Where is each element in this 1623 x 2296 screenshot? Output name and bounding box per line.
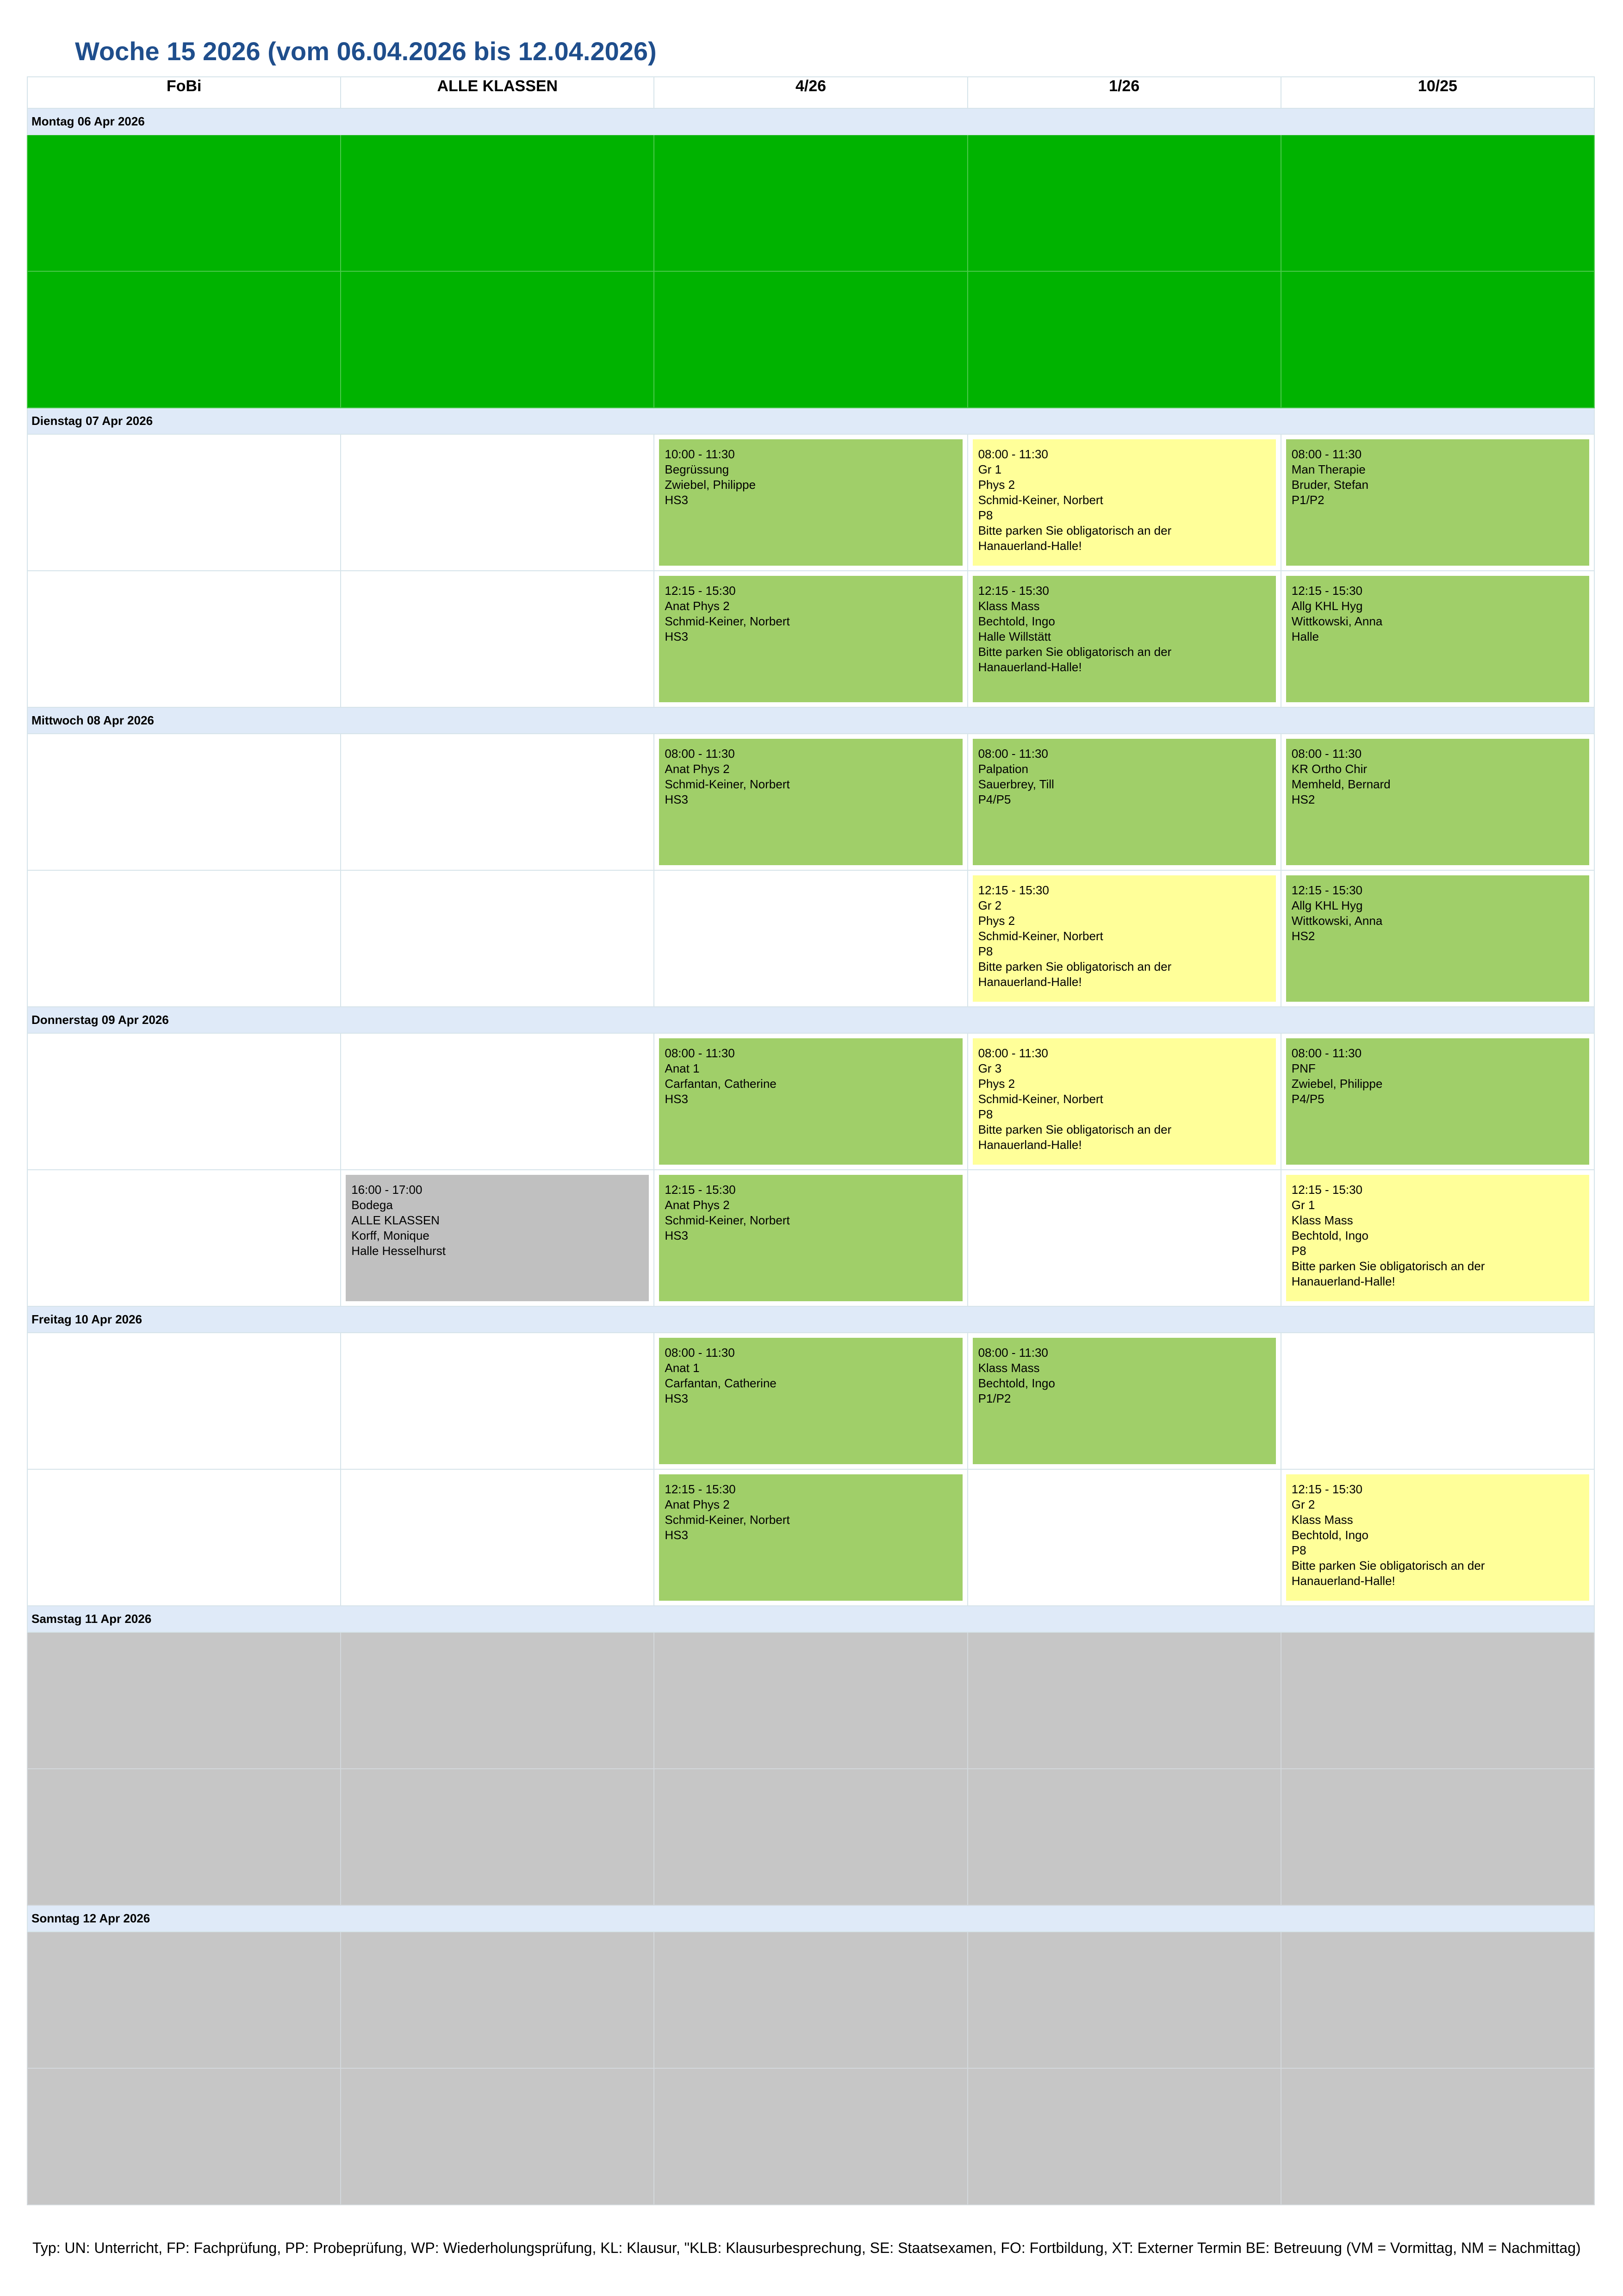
weekend-cell xyxy=(654,2068,967,2205)
event-line: KR Ortho Chir xyxy=(1291,762,1368,776)
slot-row xyxy=(27,870,1594,1007)
event-line: Bitte parken Sie obligatorisch an der xyxy=(978,524,1172,537)
event-card[interactable] xyxy=(973,576,1276,702)
event-line: HS2 xyxy=(1291,792,1315,806)
event-line: Klass Mass xyxy=(1291,1213,1353,1227)
event-line: Anat 1 xyxy=(665,1361,700,1375)
empty-cell xyxy=(27,870,341,1007)
holiday-cell xyxy=(1281,271,1594,408)
weekend-cell xyxy=(341,1769,654,1905)
event-line: Bechtold, Ingo xyxy=(978,614,1055,628)
empty-cell xyxy=(341,1469,654,1606)
event-line: Anat Phys 2 xyxy=(665,599,730,613)
event-line: Zwiebel, Philippe xyxy=(1291,1077,1383,1091)
event-line: Klass Mass xyxy=(978,599,1040,613)
holiday-cell xyxy=(654,135,967,271)
column-header-row xyxy=(27,77,1594,108)
event-line: Schmid-Keiner, Norbert xyxy=(978,929,1103,943)
event-card[interactable] xyxy=(973,439,1276,566)
event-line: Hanauerland-Halle! xyxy=(1291,1574,1395,1588)
event-line: P1/P2 xyxy=(978,1391,1011,1405)
weekend-cell xyxy=(1281,1632,1594,1769)
empty-cell xyxy=(27,1033,341,1170)
event-line: Bruder, Stefan xyxy=(1291,478,1368,492)
event-line: HS3 xyxy=(665,1528,688,1542)
event-time: 08:00 - 11:30 xyxy=(665,1346,735,1360)
event-line: HS3 xyxy=(665,792,688,806)
event-card[interactable] xyxy=(1286,1474,1589,1601)
event-line: Gr 1 xyxy=(978,462,1002,476)
event-line: Gr 2 xyxy=(1291,1497,1315,1511)
event-time: 12:15 - 15:30 xyxy=(978,584,1049,598)
day-header-freitag: Freitag 10 Apr 2026 xyxy=(27,1306,1594,1333)
slot-row xyxy=(27,1170,1594,1306)
holiday-cell xyxy=(968,271,1281,408)
holiday-cell xyxy=(27,135,341,271)
column-header-fobi: FoBi xyxy=(27,77,341,108)
weekend-cell xyxy=(341,1632,654,1769)
slot-row xyxy=(27,1033,1594,1170)
holiday-cell xyxy=(968,135,1281,271)
event-time: 08:00 - 11:30 xyxy=(1291,447,1362,461)
event-line: Bitte parken Sie obligatorisch an der xyxy=(1291,1559,1485,1572)
cell xyxy=(1281,1469,1594,1606)
holiday-cell xyxy=(27,271,341,408)
event-time: 08:00 - 11:30 xyxy=(665,747,735,761)
event-time: 08:00 - 11:30 xyxy=(978,1046,1048,1060)
event-line: Schmid-Keiner, Norbert xyxy=(665,1213,790,1227)
event-time: 12:15 - 15:30 xyxy=(665,1183,736,1197)
empty-cell xyxy=(654,870,967,1007)
event-time: 12:15 - 15:30 xyxy=(1291,883,1362,897)
event-line: P4/P5 xyxy=(978,792,1011,806)
event-line: Wittkowski, Anna xyxy=(1291,914,1383,928)
event-time: 08:00 - 11:30 xyxy=(978,747,1048,761)
weekend-cell xyxy=(968,2068,1281,2205)
event-line: Memheld, Bernard xyxy=(1291,777,1391,791)
event-line: Anat 1 xyxy=(665,1061,700,1075)
event-card[interactable] xyxy=(973,1038,1276,1165)
event-line: P8 xyxy=(978,944,993,958)
event-time: 08:00 - 11:30 xyxy=(1291,1046,1362,1060)
holiday-cell xyxy=(1281,135,1594,271)
cell xyxy=(1281,870,1594,1007)
cell xyxy=(968,434,1281,571)
event-line: PNF xyxy=(1291,1061,1316,1075)
holiday-cell xyxy=(341,271,654,408)
page-title: Woche 15 2026 (vom 06.04.2026 bis 12.04.2026) xyxy=(75,37,657,66)
empty-cell xyxy=(27,1170,341,1306)
event-line: Anat Phys 2 xyxy=(665,1497,730,1511)
event-card[interactable] xyxy=(1286,875,1589,1002)
event-card[interactable] xyxy=(1286,1175,1589,1301)
event-line: Halle Hesselhurst xyxy=(351,1244,446,1258)
schedule-table xyxy=(27,76,1595,2205)
slot-row xyxy=(27,2068,1594,2205)
event-line: Allg KHL Hyg xyxy=(1291,898,1363,912)
column-header-1-26: 1/26 xyxy=(968,77,1281,108)
slot-row xyxy=(27,271,1594,408)
event-line: Schmid-Keiner, Norbert xyxy=(665,614,790,628)
event-line: Halle xyxy=(1291,630,1319,643)
weekend-cell xyxy=(27,2068,341,2205)
event-card[interactable] xyxy=(1286,576,1589,702)
cell xyxy=(968,1033,1281,1170)
event-line: Man Therapie xyxy=(1291,462,1366,476)
event-line: Bitte parken Sie obligatorisch an der xyxy=(978,645,1172,659)
empty-cell xyxy=(341,571,654,707)
event-line: HS2 xyxy=(1291,929,1315,943)
cell xyxy=(654,734,967,870)
empty-cell xyxy=(27,1333,341,1469)
slot-row xyxy=(27,135,1594,271)
slot-row xyxy=(27,1632,1594,1769)
event-card[interactable] xyxy=(1286,739,1589,865)
slot-row xyxy=(27,1469,1594,1606)
cell xyxy=(968,1333,1281,1469)
weekend-cell xyxy=(27,1632,341,1769)
event-card[interactable] xyxy=(659,439,962,566)
weekend-cell xyxy=(654,1932,967,2068)
empty-cell xyxy=(27,734,341,870)
event-line: P8 xyxy=(1291,1244,1306,1258)
cell xyxy=(1281,1170,1594,1306)
empty-cell xyxy=(341,1333,654,1469)
event-line: Hanauerland-Halle! xyxy=(978,660,1082,674)
event-card[interactable] xyxy=(659,1038,962,1165)
event-time: 08:00 - 11:30 xyxy=(978,447,1048,461)
event-time: 12:15 - 15:30 xyxy=(978,883,1049,897)
weekend-cell xyxy=(341,1932,654,2068)
weekend-cell xyxy=(654,1632,967,1769)
weekend-cell xyxy=(27,1769,341,1905)
event-line: Wittkowski, Anna xyxy=(1291,614,1383,628)
column-header-alle-klassen: ALLE KLASSEN xyxy=(341,77,654,108)
event-card[interactable] xyxy=(973,739,1276,865)
event-card[interactable] xyxy=(659,739,962,865)
event-line: Halle Willstätt xyxy=(978,630,1051,643)
event-line: Korff, Monique xyxy=(351,1229,429,1242)
event-time: 08:00 - 11:30 xyxy=(1291,747,1362,761)
event-line: HS3 xyxy=(665,1229,688,1242)
weekend-cell xyxy=(968,1932,1281,2068)
event-line: HS3 xyxy=(665,1391,688,1405)
event-line: Schmid-Keiner, Norbert xyxy=(665,1513,790,1527)
day-header-mittwoch: Mittwoch 08 Apr 2026 xyxy=(27,707,1594,734)
event-time: 12:15 - 15:30 xyxy=(1291,1183,1362,1197)
weekend-cell xyxy=(1281,2068,1594,2205)
event-card[interactable] xyxy=(659,576,962,702)
event-line: Hanauerland-Halle! xyxy=(978,539,1082,553)
column-header-10-25: 10/25 xyxy=(1281,77,1594,108)
column-header-4-26: 4/26 xyxy=(654,77,967,108)
empty-cell xyxy=(341,434,654,571)
event-line: P4/P5 xyxy=(1291,1092,1325,1106)
event-card[interactable] xyxy=(1286,439,1589,566)
event-time: 10:00 - 11:30 xyxy=(665,447,735,461)
holiday-cell xyxy=(341,135,654,271)
event-line: Bodega xyxy=(351,1198,393,1212)
event-card[interactable] xyxy=(659,1338,962,1464)
event-line: Carfantan, Catherine xyxy=(665,1077,777,1091)
event-line: HS3 xyxy=(665,630,688,643)
legend-text: Typ: UN: Unterricht, FP: Fachprüfung, PP: Probeprüfung, WP: Wiederholungsprüfung, KL: Klausur, "KLB: Klausurbesprechung, SE: Staatsexamen, FO: Fortbildung, XT: Externer Termin BE: Betreuung (VM = Vormittag, NM = Nachmittag) xyxy=(32,2240,1581,2256)
cell xyxy=(968,870,1281,1007)
cell xyxy=(654,434,967,571)
cell xyxy=(654,1333,967,1469)
weekend-cell xyxy=(654,1769,967,1905)
cell xyxy=(1281,734,1594,870)
event-line: Schmid-Keiner, Norbert xyxy=(665,777,790,791)
event-line: Phys 2 xyxy=(978,914,1015,928)
event-line: Bechtold, Ingo xyxy=(978,1376,1055,1390)
event-line: Hanauerland-Halle! xyxy=(978,1138,1082,1152)
slot-row xyxy=(27,434,1594,571)
cell xyxy=(1281,571,1594,707)
event-time: 12:15 - 15:30 xyxy=(665,584,736,598)
cell xyxy=(654,1469,967,1606)
event-card[interactable] xyxy=(346,1175,649,1301)
empty-cell xyxy=(27,1469,341,1606)
day-header-donnerstag: Donnerstag 09 Apr 2026 xyxy=(27,1007,1594,1033)
slot-row xyxy=(27,571,1594,707)
empty-cell xyxy=(1281,1333,1594,1469)
day-header-montag: Montag 06 Apr 2026 xyxy=(27,108,1594,135)
event-line: Zwiebel, Philippe xyxy=(665,478,756,492)
event-line: Schmid-Keiner, Norbert xyxy=(978,493,1103,507)
event-line: Klass Mass xyxy=(1291,1513,1353,1527)
cell xyxy=(341,1170,654,1306)
slot-row xyxy=(27,1333,1594,1469)
cell xyxy=(1281,1033,1594,1170)
event-line: Phys 2 xyxy=(978,478,1015,492)
weekend-cell xyxy=(1281,1769,1594,1905)
holiday-cell xyxy=(654,271,967,408)
event-line: Sauerbrey, Till xyxy=(978,777,1054,791)
event-line: Bechtold, Ingo xyxy=(1291,1229,1368,1242)
event-line: Schmid-Keiner, Norbert xyxy=(978,1092,1103,1106)
event-line: Hanauerland-Halle! xyxy=(978,975,1082,989)
slot-row xyxy=(27,734,1594,870)
day-header-sonntag: Sonntag 12 Apr 2026 xyxy=(27,1905,1594,1932)
event-card[interactable] xyxy=(659,1175,962,1301)
cell xyxy=(968,734,1281,870)
empty-cell xyxy=(341,1033,654,1170)
event-line: ALLE KLASSEN xyxy=(351,1213,440,1227)
weekend-cell xyxy=(968,1769,1281,1905)
empty-cell xyxy=(968,1170,1281,1306)
cell xyxy=(654,1170,967,1306)
event-line: Gr 1 xyxy=(1291,1198,1315,1212)
event-line: Anat Phys 2 xyxy=(665,762,730,776)
event-card[interactable] xyxy=(1286,1038,1589,1165)
event-card[interactable] xyxy=(973,875,1276,1002)
empty-cell xyxy=(341,870,654,1007)
event-line: Phys 2 xyxy=(978,1077,1015,1091)
event-time: 16:00 - 17:00 xyxy=(351,1183,423,1197)
event-line: Bechtold, Ingo xyxy=(1291,1528,1368,1542)
event-time: 12:15 - 15:30 xyxy=(665,1482,736,1496)
cell xyxy=(654,571,967,707)
event-line: Anat Phys 2 xyxy=(665,1198,730,1212)
event-line: Hanauerland-Halle! xyxy=(1291,1274,1395,1288)
cell xyxy=(1281,434,1594,571)
event-line: Gr 2 xyxy=(978,898,1002,912)
event-time: 08:00 - 11:30 xyxy=(665,1046,735,1060)
empty-cell xyxy=(27,434,341,571)
empty-cell xyxy=(27,571,341,707)
event-card[interactable] xyxy=(973,1338,1276,1464)
event-line: Palpation xyxy=(978,762,1028,776)
weekend-cell xyxy=(1281,1932,1594,2068)
event-card[interactable] xyxy=(659,1474,962,1601)
event-time: 12:15 - 15:30 xyxy=(1291,1482,1362,1496)
event-line: HS3 xyxy=(665,493,688,507)
event-line: Allg KHL Hyg xyxy=(1291,599,1363,613)
event-time: 12:15 - 15:30 xyxy=(1291,584,1362,598)
slot-row xyxy=(27,1769,1594,1905)
day-header-samstag: Samstag 11 Apr 2026 xyxy=(27,1606,1594,1632)
cell xyxy=(654,1033,967,1170)
event-line: Begrüssung xyxy=(665,462,729,476)
day-header-dienstag: Dienstag 07 Apr 2026 xyxy=(27,408,1594,434)
event-time: 08:00 - 11:30 xyxy=(978,1346,1048,1360)
cell xyxy=(968,571,1281,707)
weekend-cell xyxy=(968,1632,1281,1769)
event-line: Bitte parken Sie obligatorisch an der xyxy=(1291,1259,1485,1273)
event-line: P8 xyxy=(978,508,993,522)
event-line: P8 xyxy=(1291,1543,1306,1557)
event-line: Gr 3 xyxy=(978,1061,1002,1075)
event-line: Bitte parken Sie obligatorisch an der xyxy=(978,960,1172,973)
event-line: P1/P2 xyxy=(1291,493,1325,507)
event-line: Klass Mass xyxy=(978,1361,1040,1375)
event-line: Bitte parken Sie obligatorisch an der xyxy=(978,1123,1172,1136)
event-line: HS3 xyxy=(665,1092,688,1106)
event-line: Carfantan, Catherine xyxy=(665,1376,777,1390)
slot-row xyxy=(27,1932,1594,2068)
event-line: P8 xyxy=(978,1107,993,1121)
weekend-cell xyxy=(27,1932,341,2068)
weekend-cell xyxy=(341,2068,654,2205)
empty-cell xyxy=(341,734,654,870)
empty-cell xyxy=(968,1469,1281,1606)
